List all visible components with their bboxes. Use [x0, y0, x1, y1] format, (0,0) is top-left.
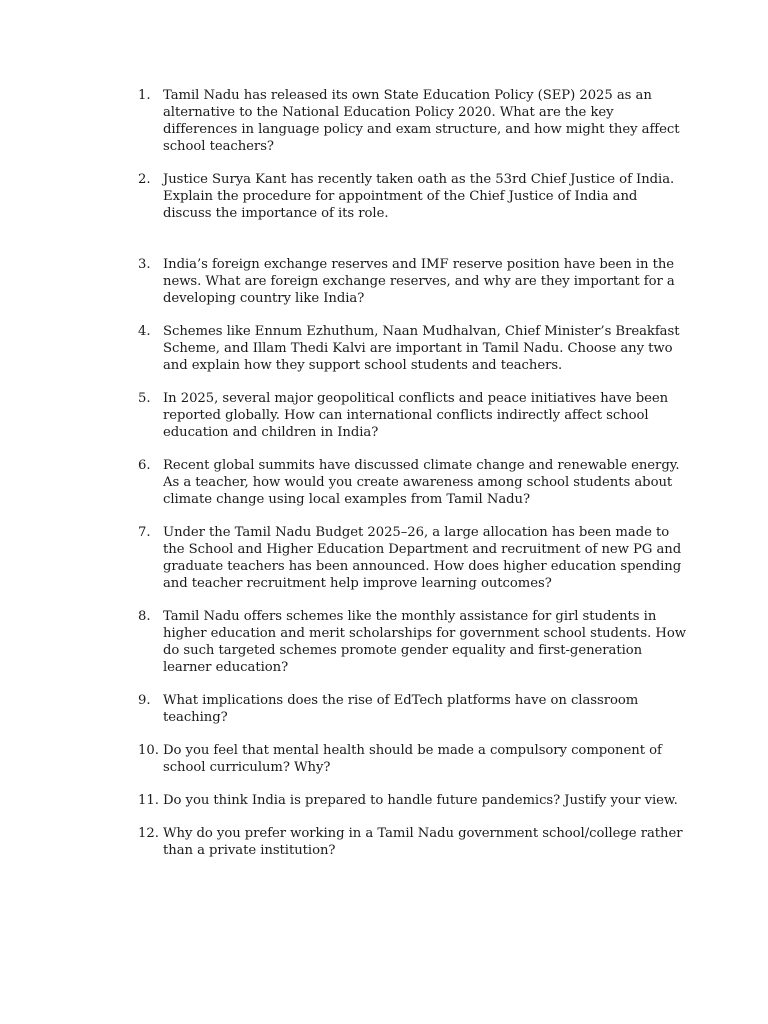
- question-item-11: [0, 792, 768, 809]
- question-item-5: [0, 390, 768, 441]
- question-number: 12.: [138, 826, 159, 841]
- question-number: 7.: [138, 525, 151, 540]
- question-item-4: [0, 323, 768, 374]
- question-text: What implications does the rise of EdTech platforms have on classroom teaching?: [163, 693, 639, 725]
- question-number: 2.: [138, 172, 151, 187]
- question-text: India’s foreign exchange reserves and IMF reserve position have been in the news. What are foreign exchange reserves, and why are they important for a developing country like India?: [163, 257, 675, 306]
- question-number: 8.: [138, 609, 151, 624]
- question-text: Tamil Nadu offers schemes like the monthly assistance for girl students in higher education and merit scholarships for government school students. How do such targeted schemes promote gender equality and first-generation learner education?: [163, 609, 686, 675]
- question-text: Do you feel that mental health should be made a compulsory component of school curriculum? Why?: [163, 743, 662, 775]
- question-number: 5.: [138, 391, 151, 406]
- question-text: Tamil Nadu has released its own State Education Policy (SEP) 2025 as an alternative to the National Education Policy 2020. What are the key differences in language policy and exam structure, and how might they affect school teachers?: [163, 88, 680, 154]
- question-item-8: [0, 608, 768, 676]
- question-text: Do you think India is prepared to handle future pandemics? Justify your view.: [163, 793, 678, 808]
- question-item-10: [0, 742, 768, 776]
- question-item-3: [0, 256, 768, 307]
- question-list: [0, 87, 768, 875]
- question-number: 1.: [138, 88, 151, 103]
- question-text: Recent global summits have discussed climate change and renewable energy. As a teacher, how would you create awareness among school students about climate change using local examples from Tamil Nadu?: [163, 458, 680, 507]
- question-number: 3.: [138, 257, 151, 272]
- question-number: 9.: [138, 693, 151, 708]
- question-item-12: [0, 825, 768, 859]
- question-text: In 2025, several major geopolitical conflicts and peace initiatives have been reported globally. How can international conflicts indirectly affect school education and children in India?: [163, 391, 669, 440]
- question-text: Under the Tamil Nadu Budget 2025–26, a large allocation has been made to the School and Higher Education Department and recruitment of new PG and graduate teachers has been announced. How does higher education spending and teacher recruitment help improve learning outcomes?: [163, 525, 682, 591]
- question-text: Why do you prefer working in a Tamil Nadu government school/college rather than a private institution?: [163, 826, 683, 858]
- question-item-1: [0, 87, 768, 155]
- question-number: 4.: [138, 324, 151, 339]
- question-number: 6.: [138, 458, 151, 473]
- question-text: Justice Surya Kant has recently taken oath as the 53rd Chief Justice of India. Explain the procedure for appointment of the Chief Justice of India and discuss the importance of its role.: [163, 172, 675, 221]
- question-number: 11.: [138, 793, 159, 808]
- question-item-7: [0, 524, 768, 592]
- question-number: 10.: [138, 743, 159, 758]
- question-text: Schemes like Ennum Ezhuthum, Naan Mudhalvan, Chief Minister’s Breakfast Scheme, and Illam Thedi Kalvi are important in Tamil Nadu. Choose any two and explain how they support school students and teachers.: [163, 324, 680, 373]
- question-item-9: [0, 692, 768, 726]
- question-item-6: [0, 457, 768, 508]
- question-item-2: [0, 171, 768, 222]
